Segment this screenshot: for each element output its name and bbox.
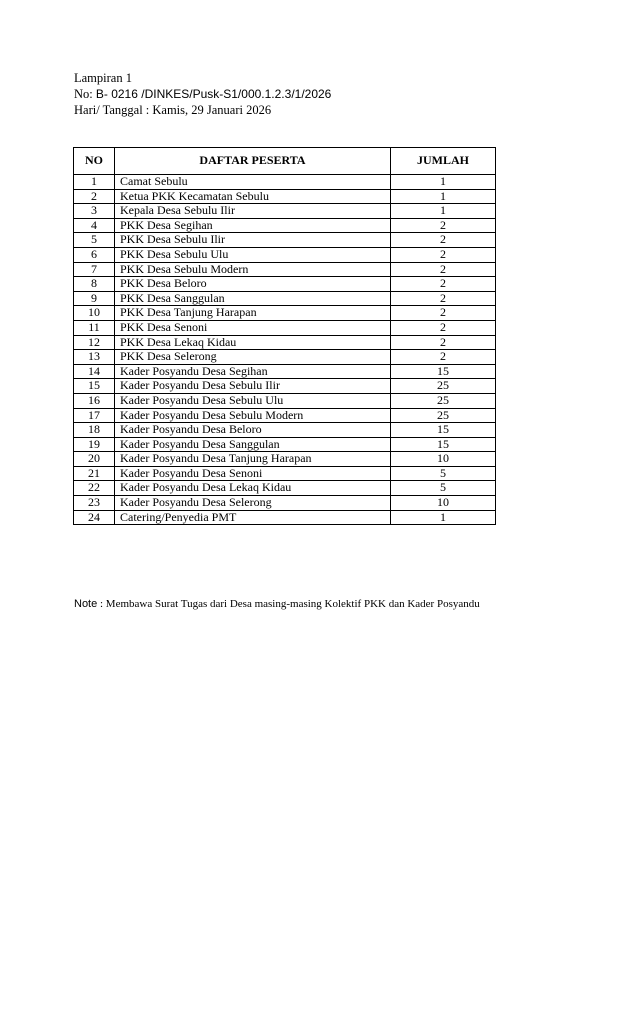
table-row xyxy=(74,510,496,525)
row-number: 3 xyxy=(74,204,115,219)
row-number: 24 xyxy=(74,510,115,525)
participant-name: PKK Desa Sebulu Ilir xyxy=(115,233,391,248)
table-row xyxy=(74,364,496,379)
participant-count: 10 xyxy=(391,496,496,511)
row-number: 22 xyxy=(74,481,115,496)
participant-name: PKK Desa Tanjung Harapan xyxy=(115,306,391,321)
participant-name: Catering/Penyedia PMT xyxy=(115,510,391,525)
participant-count: 2 xyxy=(391,350,496,365)
table-row xyxy=(74,350,496,365)
participant-count: 1 xyxy=(391,204,496,219)
participant-count: 10 xyxy=(391,452,496,467)
row-number: 6 xyxy=(74,247,115,262)
participant-name: Ketua PKK Kecamatan Sebulu xyxy=(115,189,391,204)
participant-count: 15 xyxy=(391,437,496,452)
participant-count: 15 xyxy=(391,364,496,379)
participant-name: Kader Posyandu Desa Senoni xyxy=(115,466,391,481)
participant-name: Kader Posyandu Desa Beloro xyxy=(115,423,391,438)
table-row xyxy=(74,175,496,190)
table-row xyxy=(74,408,496,423)
row-number: 10 xyxy=(74,306,115,321)
note-label: Note xyxy=(74,598,98,610)
participant-count: 2 xyxy=(391,291,496,306)
participant-name: Kader Posyandu Desa Tanjung Harapan xyxy=(115,452,391,467)
table-row xyxy=(74,437,496,452)
row-number: 4 xyxy=(74,218,115,233)
attachment-label: Lampiran 1 xyxy=(74,71,132,85)
participant-count: 2 xyxy=(391,247,496,262)
participant-count: 25 xyxy=(391,408,496,423)
row-number: 14 xyxy=(74,364,115,379)
participant-name: Kader Posyandu Desa Sanggulan xyxy=(115,437,391,452)
table-header-row xyxy=(74,148,496,175)
row-number: 8 xyxy=(74,277,115,292)
participant-count: 5 xyxy=(391,481,496,496)
participant-count: 1 xyxy=(391,510,496,525)
table-row xyxy=(74,247,496,262)
letter-number xyxy=(74,86,331,102)
row-number: 20 xyxy=(74,452,115,467)
participant-name: Kader Posyandu Desa Lekaq Kidau xyxy=(115,481,391,496)
document-header xyxy=(74,70,331,118)
participant-count: 2 xyxy=(391,320,496,335)
column-header-count: JUMLAH xyxy=(391,148,496,175)
letter-number-value: B- 0216 /DINKES/Pusk-S1/000.1.2.3/1/2026 xyxy=(95,87,332,101)
participant-name: PKK Desa Sebulu Ulu xyxy=(115,247,391,262)
participant-name: PKK Desa Lekaq Kidau xyxy=(115,335,391,350)
date-line: Hari/ Tanggal : Kamis, 29 Januari 2026 xyxy=(74,103,272,117)
participant-name: Kader Posyandu Desa Segihan xyxy=(115,364,391,379)
row-number: 2 xyxy=(74,189,115,204)
table-row xyxy=(74,335,496,350)
row-number: 16 xyxy=(74,393,115,408)
table-row xyxy=(74,452,496,467)
letter-number-label: No: xyxy=(74,87,96,101)
row-number: 19 xyxy=(74,437,115,452)
table-row xyxy=(74,262,496,277)
table-row xyxy=(74,277,496,292)
participant-count: 2 xyxy=(391,335,496,350)
table-row xyxy=(74,379,496,394)
table-row xyxy=(74,423,496,438)
participant-count: 1 xyxy=(391,175,496,190)
participant-name: PKK Desa Sanggulan xyxy=(115,291,391,306)
participant-name: Kader Posyandu Desa Sebulu Modern xyxy=(115,408,391,423)
participant-count: 2 xyxy=(391,277,496,292)
table-row xyxy=(74,291,496,306)
participant-name: PKK Desa Sebulu Modern xyxy=(115,262,391,277)
row-number: 23 xyxy=(74,496,115,511)
participant-count: 5 xyxy=(391,466,496,481)
column-header-participants: DAFTAR PESERTA xyxy=(115,148,391,175)
row-number: 13 xyxy=(74,350,115,365)
row-number: 7 xyxy=(74,262,115,277)
participant-name: Kader Posyandu Desa Sebulu Ilir xyxy=(115,379,391,394)
row-number: 11 xyxy=(74,320,115,335)
row-number: 1 xyxy=(74,175,115,190)
participant-name: Kader Posyandu Desa Sebulu Ulu xyxy=(115,393,391,408)
note xyxy=(74,598,480,610)
table-body xyxy=(74,175,496,525)
table-row xyxy=(74,466,496,481)
participant-name: Camat Sebulu xyxy=(115,175,391,190)
table-row xyxy=(74,233,496,248)
table-row xyxy=(74,393,496,408)
row-number: 17 xyxy=(74,408,115,423)
participant-count: 2 xyxy=(391,233,496,248)
table-row xyxy=(74,481,496,496)
table-row xyxy=(74,189,496,204)
participant-name: Kader Posyandu Desa Selerong xyxy=(115,496,391,511)
participant-name: Kepala Desa Sebulu Ilir xyxy=(115,204,391,219)
table-row xyxy=(74,496,496,511)
row-number: 15 xyxy=(74,379,115,394)
participant-name: PKK Desa Selerong xyxy=(115,350,391,365)
participant-count: 2 xyxy=(391,262,496,277)
table-row xyxy=(74,204,496,219)
column-header-no: NO xyxy=(74,148,115,175)
participant-name: PKK Desa Segihan xyxy=(115,218,391,233)
row-number: 9 xyxy=(74,291,115,306)
note-text: : Membawa Surat Tugas dari Desa masing-masing Kolektif PKK dan Kader Posyandu xyxy=(97,598,480,610)
row-number: 12 xyxy=(74,335,115,350)
participant-name: PKK Desa Senoni xyxy=(115,320,391,335)
table-row xyxy=(74,218,496,233)
participant-table xyxy=(73,147,496,525)
participant-count: 2 xyxy=(391,218,496,233)
participant-count: 25 xyxy=(391,393,496,408)
participant-count: 15 xyxy=(391,423,496,438)
participant-name: PKK Desa Beloro xyxy=(115,277,391,292)
participant-count: 1 xyxy=(391,189,496,204)
table-row xyxy=(74,320,496,335)
participant-count: 2 xyxy=(391,306,496,321)
row-number: 21 xyxy=(74,466,115,481)
table-row xyxy=(74,306,496,321)
row-number: 5 xyxy=(74,233,115,248)
row-number: 18 xyxy=(74,423,115,438)
participant-count: 25 xyxy=(391,379,496,394)
